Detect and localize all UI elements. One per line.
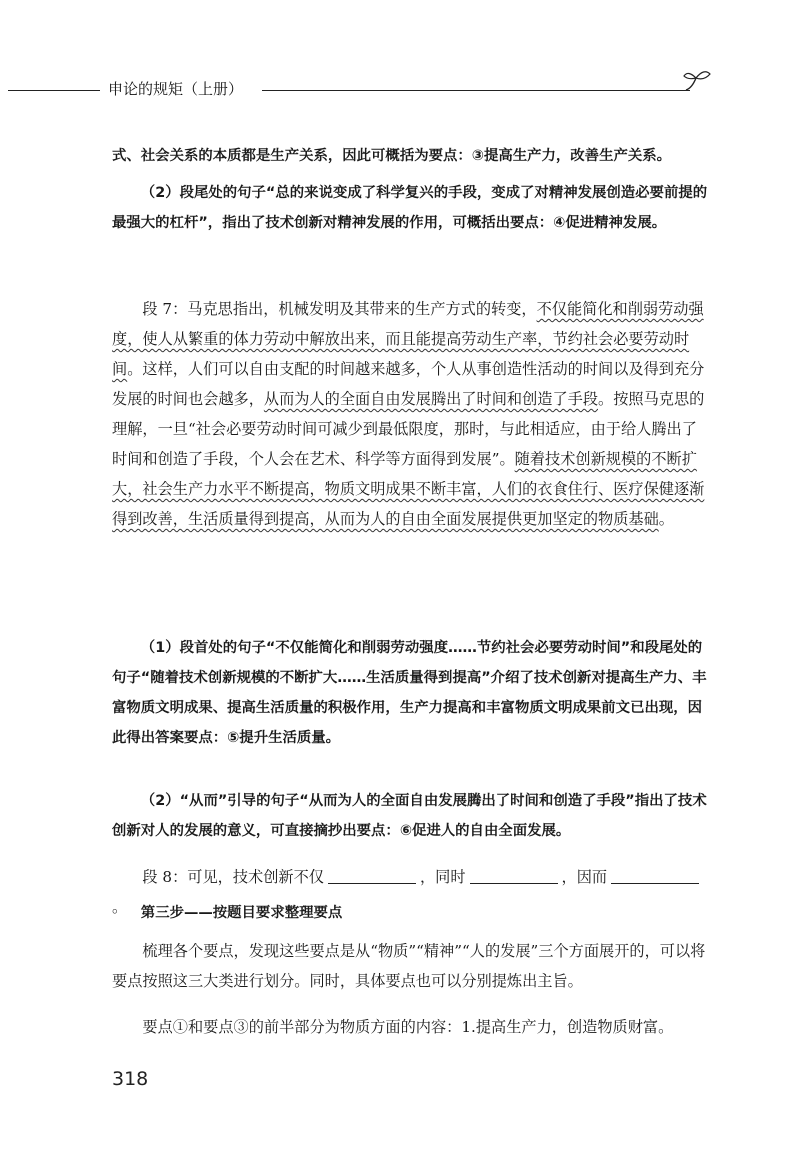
underlined-phrase-3: 随着技术创新规模的不断扩大，社会生产力水平不断提高，物质文明成果不断丰富，人们的衣食住行、医疗保健逐渐得到改善，生活质量得到提高，从而为人的自由全面发展提供更加坚定的物质基础 xyxy=(112,450,705,528)
paragraph-6-text-c: ，因而 xyxy=(561,868,608,886)
paragraph-8: 梳理各个要点，发现这些要点是从“物质”“精神”“人的发展”三个方面展开的，可以将要点按照这三大类进行划分。同时，具体要点也可以分别提炼出主旨。 xyxy=(112,942,706,990)
section-heading: 第三步——按题目要求整理要点 xyxy=(140,905,343,921)
running-header xyxy=(0,76,800,102)
paragraph-3-text-d: 。 xyxy=(658,510,674,528)
paragraph-6-text-b: ，同时 xyxy=(419,868,466,886)
page-number: 318 xyxy=(112,1068,149,1090)
paragraph-4: （1）段首处的句子“不仅能简化和削弱劳动强度……节约社会必要劳动时间”和段尾处的句子“随着技术创新规模的不断扩大……生活质量得到提高”介绍了技术创新对提高生产力、丰富物质文明成果、提高生活质量的积极作用，生产力提高和丰富物质文明成果前文已出现，因此得出答案要点：⑤提升生活质量。 xyxy=(112,640,707,746)
paragraph-9: 要点①和要点③的前半部分为物质方面的内容：1.提高生产力，创造物质财富。 xyxy=(142,1018,674,1036)
paragraph-3-text-b: 。这样，人们可以自由支配的时间越来越多，个人从事创造性活动的时间以及得到充分发展的时间也会越多， xyxy=(112,360,705,408)
answer-blank-1[interactable] xyxy=(328,865,416,884)
sprout-icon xyxy=(682,68,712,94)
paragraph-3-text-c: 。按照马克思的理解，一旦“社会必要劳动时间可减少到最低限度，那时，与此相适应，由于给人腾出了时间和创造了手段，个人会在艺术、科学等方面得到发展”。 xyxy=(112,390,705,468)
answer-blank-2[interactable] xyxy=(470,865,558,884)
header-rule-left xyxy=(8,90,100,91)
underlined-phrase-2: 从而为人的全面自由发展腾出了时间和创造了手段 xyxy=(263,390,598,408)
underlined-phrase-1: 不仅能简化和削弱劳动强度，使人从繁重的体力劳动中解放出来，而且能提高劳动生产率，节约社会必要劳动时间 xyxy=(112,300,704,378)
answer-blank-3[interactable] xyxy=(611,865,699,884)
paragraph-2: （2）段尾处的句子“总的来说变成了科学复兴的手段，变成了对精神发展创造必要前提的最强大的杠杆”，指出了技术创新对精神发展的作用，可概括出要点：④促进精神发展。 xyxy=(112,185,708,231)
header-rule-right xyxy=(262,90,690,91)
paragraph-3 xyxy=(112,294,712,534)
paragraph-6-text-a: 段 8：可见，技术创新不仅 xyxy=(142,868,324,886)
paragraph-3-text-a: 段 7：马克思指出，机械发明及其带来的生产方式的转变， xyxy=(142,300,537,318)
paragraph-5: （2）“从而”引导的句子“从而为人的全面自由发展腾出了时间和创造了手段”指出了技术创新对人的发展的意义，可直接摘抄出要点：⑥促进人的自由全面发展。 xyxy=(112,793,707,839)
paragraph-6-text-d: 。 xyxy=(112,898,128,916)
paragraph-1: 式、社会关系的本质都是生产关系，因此可概括为要点：③提高生产力，改善生产关系。 xyxy=(112,148,672,164)
book-title: 申论的规矩（上册） xyxy=(108,80,244,98)
